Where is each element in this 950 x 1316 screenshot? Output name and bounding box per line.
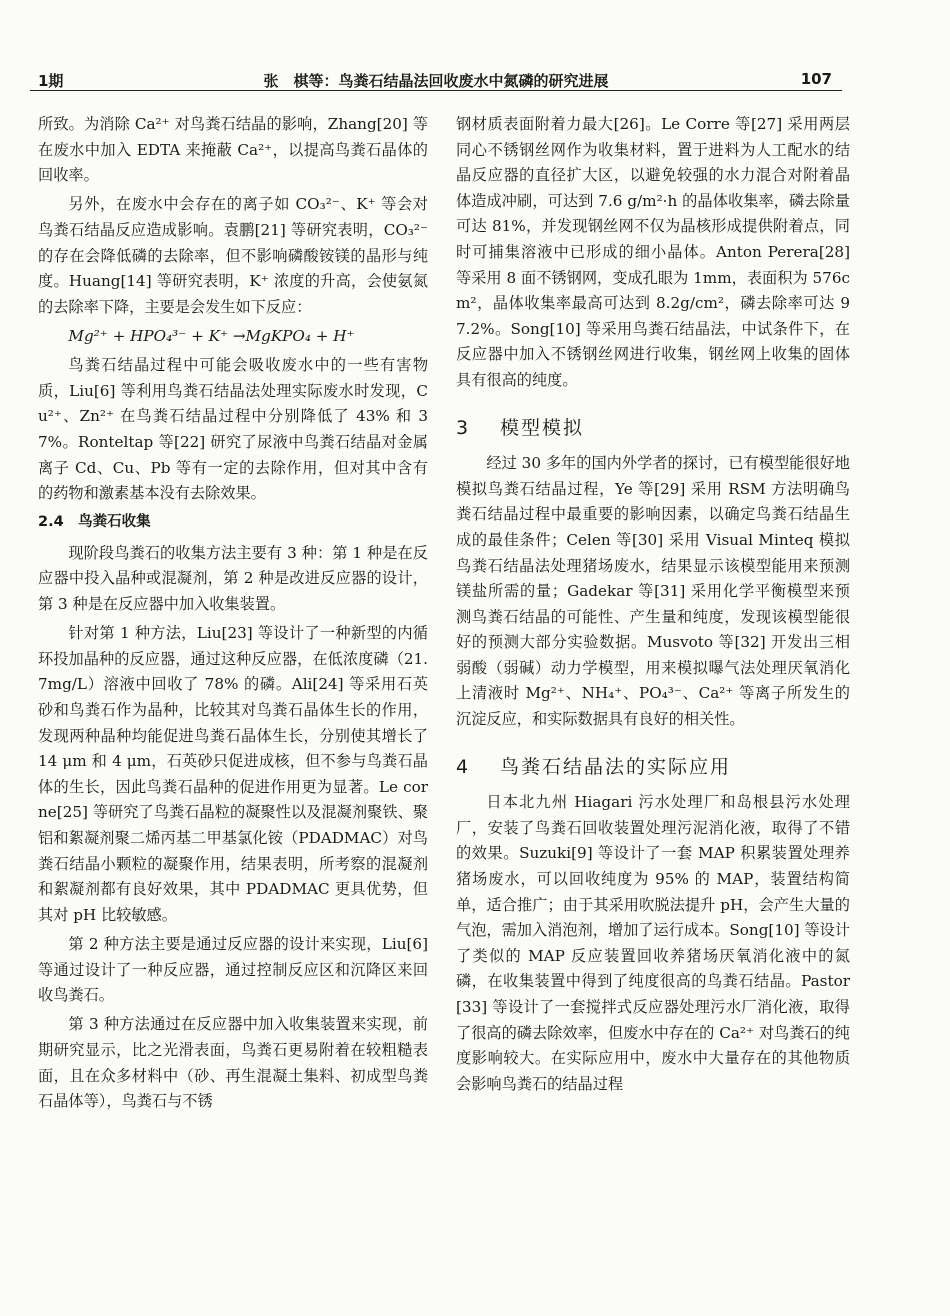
paragraph: 鸟粪石结晶过程中可能会吸收废水中的一些有害物质，Liu[6] 等利用鸟粪石结晶法处理实际废水时发现，Cu²⁺、Zn²⁺ 在鸟粪石结晶过程中分别降低了 43% 和 37%。Ronteltap 等[22] 研究了尿液中鸟粪石结晶对金属离子 Cd、Cu、Pb 等有一定的去除作用，但对其中含有的药物和激素基本没有去除效果。 (38, 356, 428, 503)
paragraph: 所致。为消除 Ca²⁺ 对鸟粪石结晶的影响，Zhang[20] 等在废水中加入 EDTA 来掩蔽 Ca²⁺，以提高鸟粪石晶体的回收率。 (38, 115, 428, 185)
left-column (38, 112, 428, 1312)
paragraph: 经过 30 多年的国内外学者的探讨，已有模型能很好地模拟鸟粪石结晶过程，Ye 等[29] 采用 RSM 方法明确鸟粪石结晶过程中最重要的影响因素，以确定鸟粪石结晶生成的最佳条件；Celen 等[30] 采用 Visual Minteq 模拟鸟粪石结晶法处理猪场废水，结果显示该模型能用来预测镁盐所需的量；Gadekar 等[31] 采用化学平衡模型来预测鸟粪石结晶的可能性、产生量和纯度，发现该模型能很好的预测大部分实验数据。Musvoto 等[32] 开发出三相弱酸（弱碱）动力学模型，用来模拟曝气法处理厌氧消化上清液时 Mg²⁺、NH₄⁺、PO₄³⁻、Ca²⁺ 等离子所发生的沉淀反应，和实际数据具有良好的相关性。 (456, 454, 850, 729)
section-number: 3 (456, 416, 471, 439)
section-number: 4 (456, 755, 471, 778)
paragraph: 第 3 种方法通过在反应器中加入收集装置来实现，前期研究显示，比之光滑表面，鸟粪石更易附着在较粗糙表面，且在众多材料中（砂、再生混凝土集料、初成型鸟粪石晶体等），鸟粪石与不锈 (38, 1015, 428, 1111)
paragraph: 另外，在废水中会存在的离子如 CO₃²⁻、K⁺ 等会对鸟粪石结晶反应造成影响。袁鹏[21] 等研究表明，CO₃²⁻ 的存在会降低磷的去除率，但不影响磷酸铵镁的晶形与纯度。Huang[14] 等研究表明，K⁺ 浓度的升高，会使氨氮的去除率下降，主要是会发生如下反应： (38, 195, 428, 316)
section-title: 模型模拟 (500, 416, 585, 439)
section-title: 鸟粪石结晶法的实际应用 (500, 755, 732, 778)
issue-label: 1期 (38, 72, 64, 90)
right-column (456, 112, 850, 1312)
section-heading-3 (456, 416, 850, 442)
paragraph: 钢材质表面附着力最大[26]。Le Corre 等[27] 采用两层同心不锈钢丝网作为收集材料，置于进料为人工配水的结晶反应器的直径扩大区，以避免较强的水力混合对附着晶体造成冲刷，可达到 7.6 g/m²·h 的晶体收集率，磷去除量可达 81%，并发现钢丝网不仅为晶核形成提供附着点，同时可捕集溶液中已形成的细小晶体。Anton Perera[28] 等采用 8 面不锈钢网，变成孔眼为 1mm，表面积为 576cm²，晶体收集率最高可达到 8.2g/cm²，磷去除率可达 97.2%。Song[10] 等采用鸟粪石结晶法，中试条件下，在反应器中加入不锈钢丝网进行收集，钢丝网上收集的固体具有很高的纯度。 (456, 115, 850, 389)
running-title: 张 棋等：鸟粪石结晶法回收废水中氮磷的研究进展 (263, 72, 609, 90)
section-heading-4 (456, 755, 850, 781)
paragraph: 第 2 种方法主要是通过反应器的设计来实现，Liu[6] 等通过设计了一种反应器，通过控制反应区和沉降区来回收鸟粪石。 (38, 934, 428, 1005)
page-number: 107 (800, 70, 832, 88)
reaction-equation: Mg²⁺ + HPO₄³⁻ + K⁺ →MgKPO₄ + H⁺ (68, 326, 355, 345)
running-header (30, 62, 842, 91)
paragraph: 日本北九州 Hiagari 污水处理厂和岛根县污水处理厂，安装了鸟粪石回收装置处理污泥消化液，取得了不错的效果。Suzuki[9] 等设计了一套 MAP 积累装置处理养猪场废水，可以回收纯度为 95% 的 MAP，装置结构简单，适合推广；由于其采用吹脱法提升 pH，会产生大量的气泡，需加入消泡剂，增加了运行成本。Song[10] 等设计了类似的 MAP 反应装置回收养猪场厌氧消化液中的氮磷，在收集装置中得到了纯度很高的鸟粪石结晶。Pastor[33] 等设计了一套搅拌式反应器处理污水厂消化液，取得了很高的磷去除效率，但废水中存在的 Ca²⁺ 对鸟粪石的纯度影响较大。在实际应用中，废水中大量存在的其他物质会影响鸟粪石的结晶过程 (456, 793, 850, 1093)
paragraph: 针对第 1 种方法，Liu[23] 等设计了一种新型的内循环投加晶种的反应器，通过这种反应器，在低浓度磷（21.7mg/L）溶液中回收了 78% 的磷。Ali[24] 等采用石英砂和鸟粪石作为晶种，比较其对鸟粪石晶体生长的作用，发现两种晶种均能促进鸟粪石晶体生长，分别使其增长了 14 μm 和 4 μm，石英砂只促进成核，但不参与鸟粪石晶体的生长，因此鸟粪石晶种的促进作用更为显著。Le corne[25] 等研究了鸟粪石晶粒的凝聚性以及混凝剂聚铁、聚铝和絮凝剂聚二烯丙基二甲基氯化铵（PDADMAC）对鸟粪石结晶小颗粒的凝聚作用，结果表明，所考察的混凝剂和絮凝剂都有良好效果，其中 PDADMAC 更具优势，但其对 pH 比较敏感。 (38, 624, 428, 924)
paragraph: 现阶段鸟粪石的收集方法主要有 3 种：第 1 种是在反应器中投入晶种或混凝剂，第 2 种是改进反应器的设计，第 3 种是在反应器中加入收集装置。 (38, 543, 428, 614)
subsection-heading: 2.4 鸟粪石收集 (38, 514, 151, 531)
